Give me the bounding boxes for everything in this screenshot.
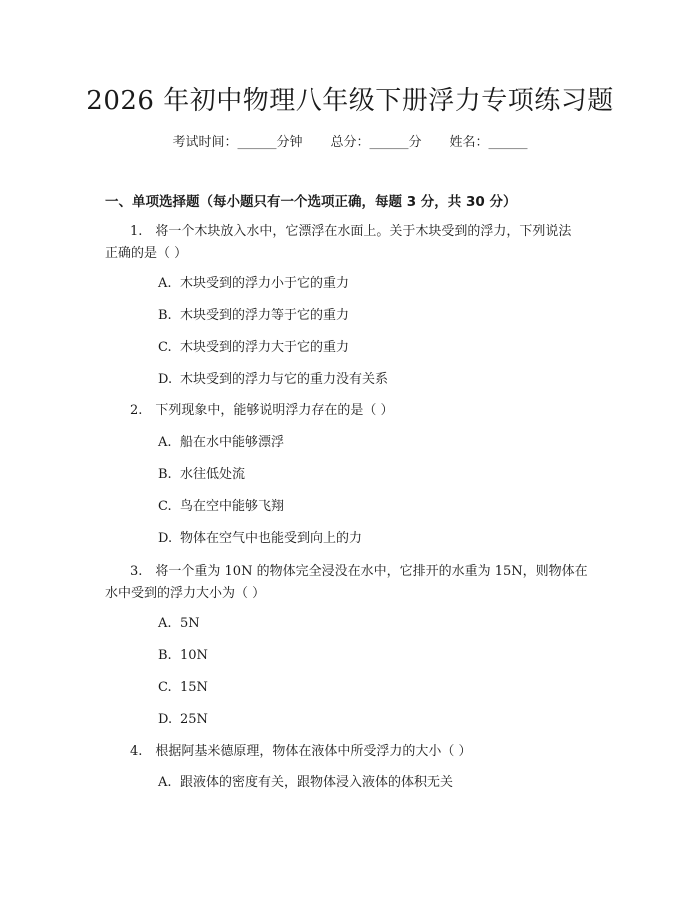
question-3-line-2: 水中受到的浮力大小为（ ） — [105, 586, 266, 601]
option-letter: B. — [158, 467, 172, 482]
option-letter: C. — [158, 340, 172, 355]
question-2-option-b — [158, 465, 245, 485]
option-text: 5N — [180, 616, 200, 631]
question-3-option-d — [158, 710, 208, 730]
question-4-option-a — [158, 773, 453, 793]
option-letter: A. — [158, 616, 172, 631]
question-2-line-1: 2. 下列现象中，能够说明浮力存在的是（ ） — [130, 403, 394, 418]
option-text: 木块受到的浮力大于它的重力 — [180, 340, 350, 355]
option-text: 10N — [180, 648, 208, 663]
option-text: 跟液体的密度有关，跟物体浸入液体的体积无关 — [180, 775, 454, 790]
question-3-option-c — [158, 678, 208, 698]
option-text: 鸟在空中能够飞翔 — [180, 499, 285, 514]
section-heading: 一、单项选择题（每小题只有一个选项正确，每题 3 分，共 30 分） — [105, 194, 517, 210]
page-title: 2026 年初中物理八年级下册浮力专项练习题 — [86, 86, 614, 116]
option-letter: C. — [158, 499, 172, 514]
option-text: 木块受到的浮力小于它的重力 — [180, 276, 350, 291]
question-3-option-b — [158, 646, 208, 666]
option-text: 25N — [180, 712, 208, 727]
option-text: 木块受到的浮力等于它的重力 — [180, 308, 350, 323]
question-2-option-d — [158, 529, 362, 549]
question-1-option-b — [158, 306, 349, 326]
option-text: 物体在空气中也能受到向上的力 — [180, 531, 363, 546]
option-letter: A. — [158, 276, 172, 291]
question-2-option-c — [158, 497, 284, 517]
option-text: 船在水中能够漂浮 — [180, 435, 285, 450]
question-3-option-a — [158, 614, 200, 634]
option-letter: D. — [158, 531, 173, 546]
question-3-line-1: 3. 将一个重为 10N 的物体完全浸没在水中，它排开的水重为 15N，则物体在 — [130, 564, 588, 579]
question-1-option-d — [158, 370, 388, 390]
question-2-option-a — [158, 433, 284, 453]
exam-meta — [0, 131, 700, 150]
question-1-option-c — [158, 338, 349, 358]
option-text: 15N — [180, 680, 208, 695]
question-4-line-1: 4. 根据阿基米德原理，物体在液体中所受浮力的大小（ ） — [130, 744, 472, 759]
option-letter: D. — [158, 712, 173, 727]
option-letter: C. — [158, 680, 172, 695]
exam-time-field: 考试时间：______分钟 — [172, 135, 303, 150]
option-letter: D. — [158, 372, 173, 387]
option-letter: B. — [158, 648, 172, 663]
option-text: 水往低处流 — [180, 467, 246, 482]
question-1-line-1: 1. 将一个木块放入水中，它漂浮在水面上。关于木块受到的浮力，下列说法 — [130, 224, 572, 239]
question-1-line-2: 正确的是（ ） — [105, 246, 188, 261]
option-text: 木块受到的浮力与它的重力没有关系 — [180, 372, 389, 387]
option-letter: A. — [158, 775, 172, 790]
option-letter: B. — [158, 308, 172, 323]
option-letter: A. — [158, 435, 172, 450]
total-score-field: 总分：______分 — [330, 135, 422, 150]
question-1-option-a — [158, 274, 349, 294]
student-name-field: 姓名：______ — [449, 135, 528, 150]
